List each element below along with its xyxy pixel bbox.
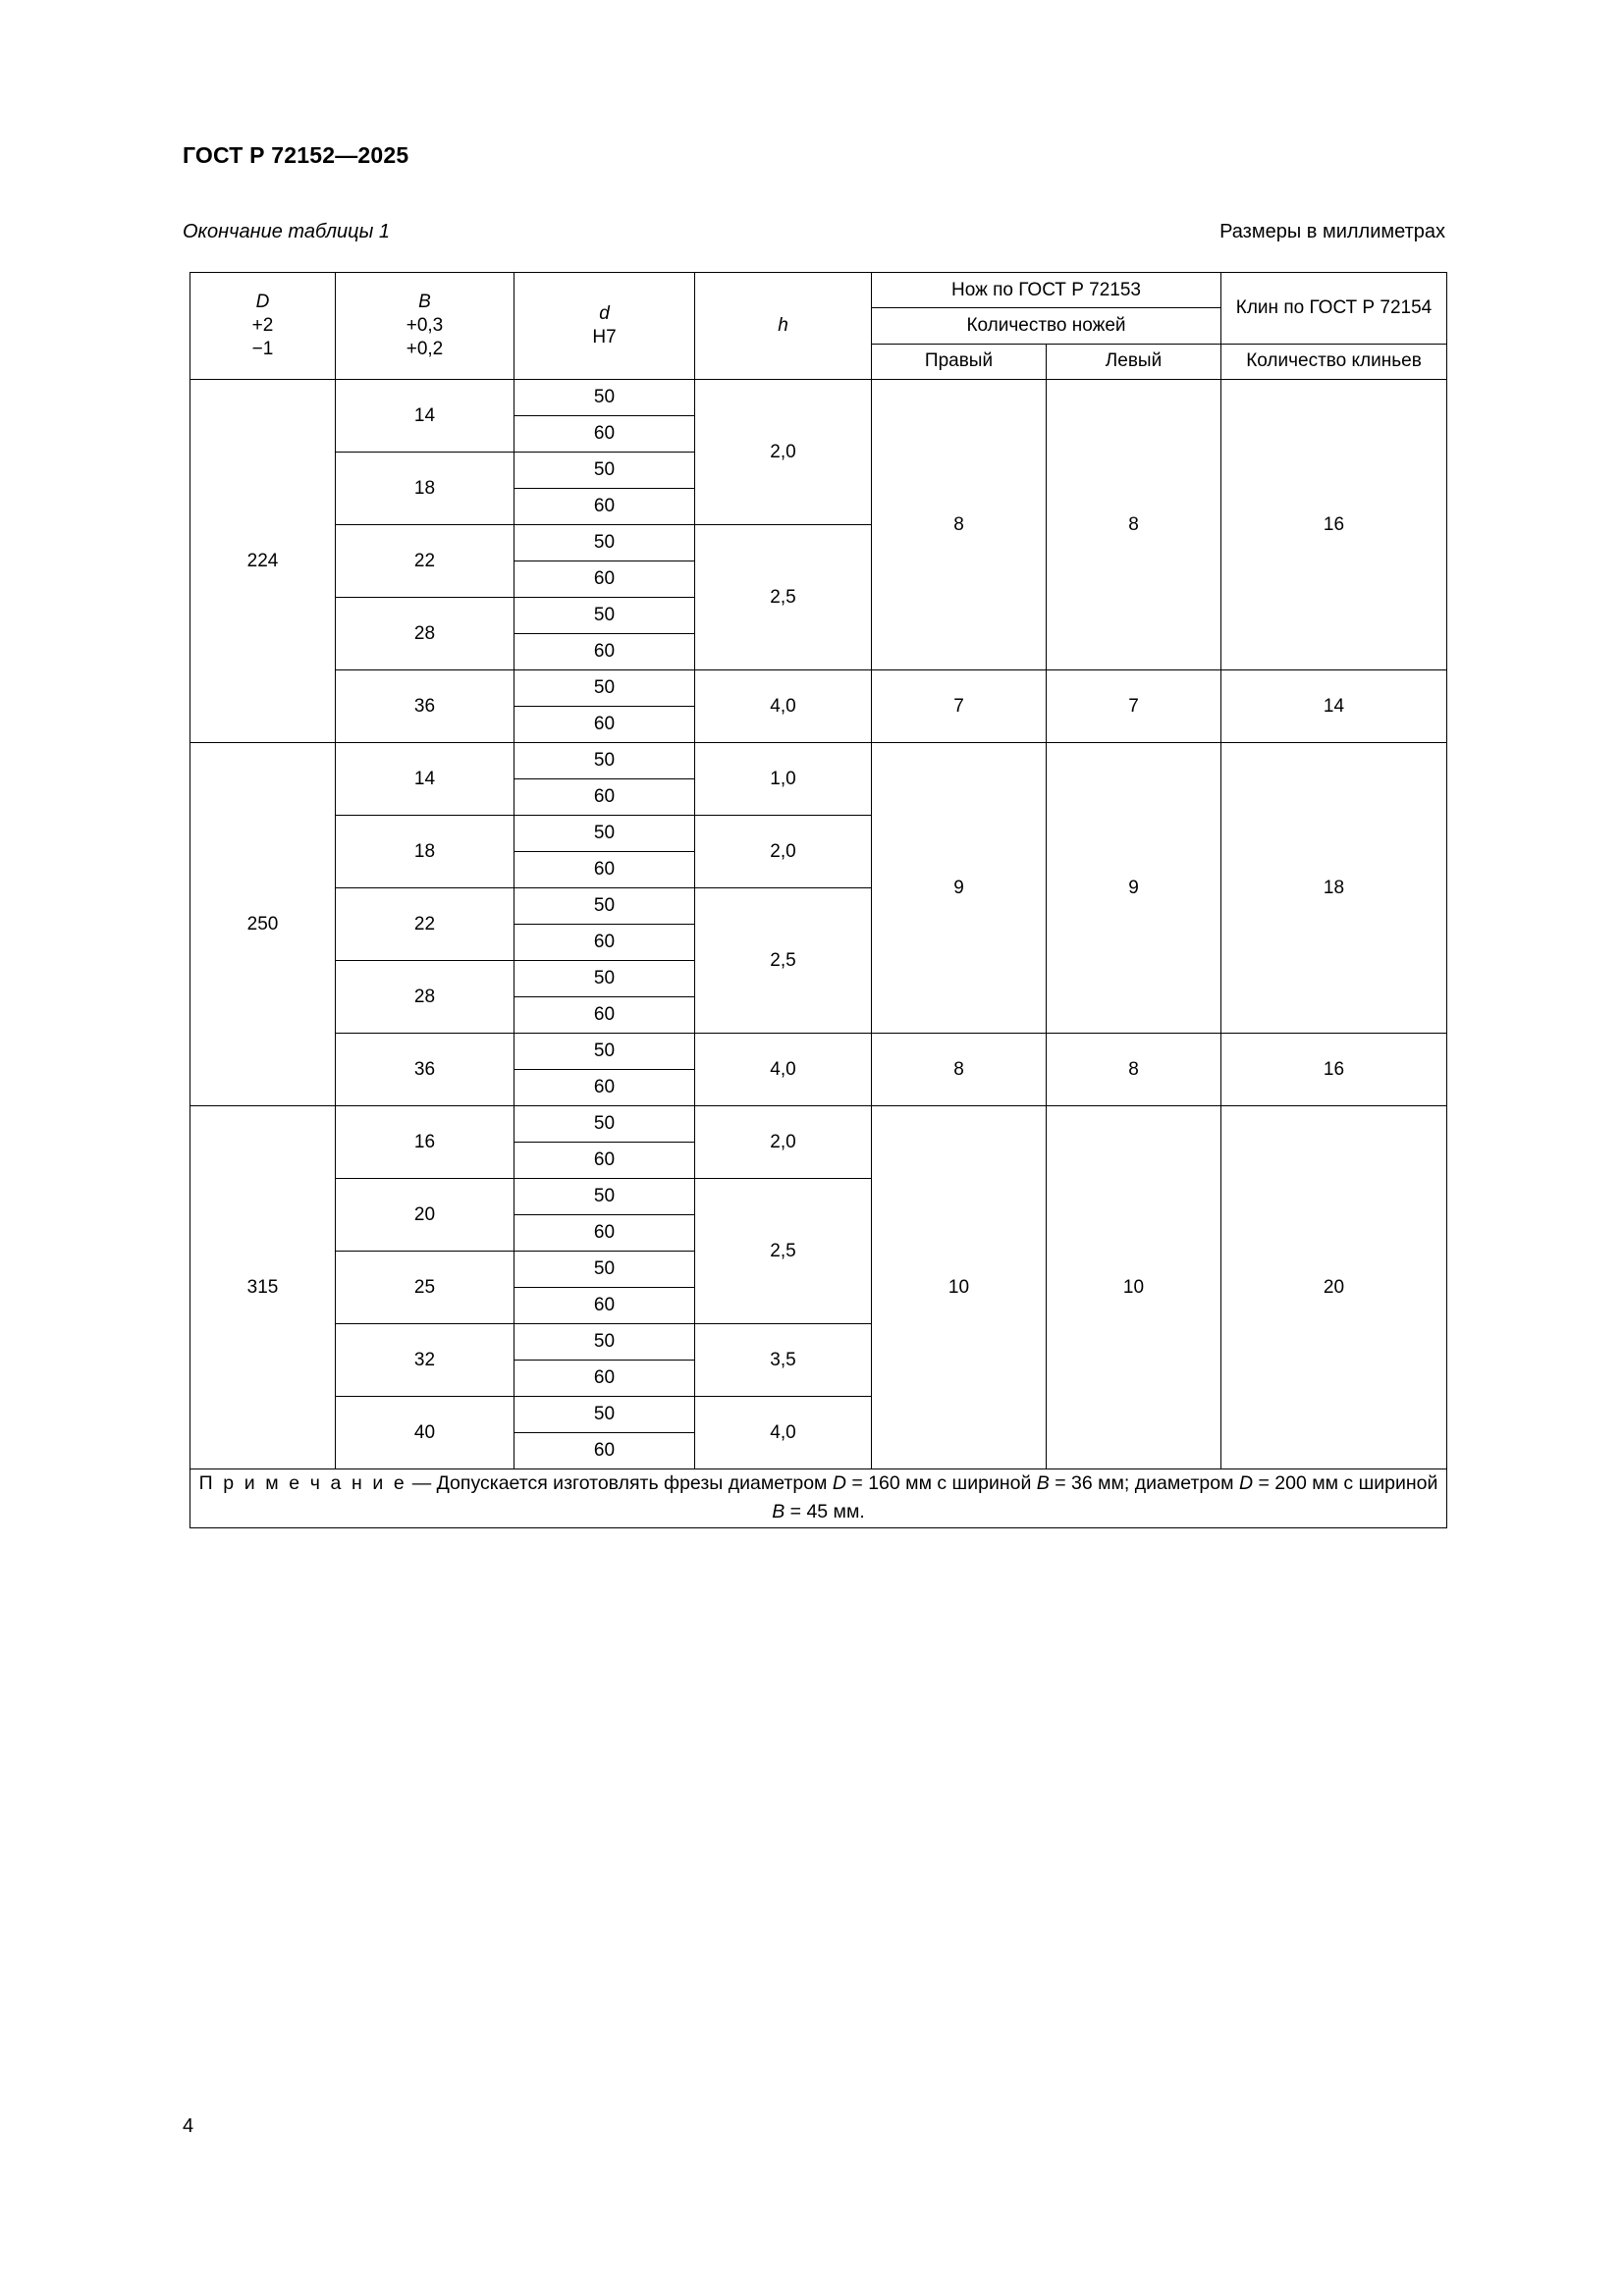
cell-knife-right: 9: [872, 743, 1047, 1034]
cell-knife-left: 8: [1047, 380, 1221, 670]
cell-d-bore: 60: [514, 707, 695, 743]
cell-d-bore: 60: [514, 634, 695, 670]
header-wedge-group: Клин по ГОСТ Р 72154: [1221, 273, 1447, 345]
cell-h: 4,0: [695, 670, 872, 743]
note-label: П р и м е ч а н и е: [198, 1472, 407, 1494]
cell-knife-right: 8: [872, 380, 1047, 670]
header-wedge-count: Количество клиньев: [1221, 344, 1447, 379]
table-row: [190, 670, 1447, 707]
cell-B: 16: [336, 1106, 514, 1179]
cell-knife-left: 7: [1047, 670, 1221, 743]
note-var-b1: B: [1036, 1472, 1050, 1494]
table-row: [190, 1106, 1447, 1143]
header-knife-right: Правый: [872, 344, 1047, 379]
cell-d-bore: 50: [514, 1324, 695, 1361]
header-d-bore: [514, 273, 695, 380]
cell-d-bore: 60: [514, 997, 695, 1034]
cell-d-bore: 60: [514, 1288, 695, 1324]
cell-h: 2,5: [695, 1179, 872, 1324]
cell-h: 2,0: [695, 1106, 872, 1179]
cell-d-bore: 50: [514, 816, 695, 852]
cell-d-bore: 50: [514, 525, 695, 561]
cell-B: 18: [336, 453, 514, 525]
cell-h: 2,5: [695, 525, 872, 670]
cell-d-bore: 60: [514, 1070, 695, 1106]
units-label: Размеры в миллиметрах: [1219, 221, 1445, 242]
cell-D: 250: [190, 743, 336, 1106]
cell-wedge-count: 14: [1221, 670, 1447, 743]
cell-B: 32: [336, 1324, 514, 1397]
cell-D: 224: [190, 380, 336, 743]
header-B-tol-1: +0,3: [406, 315, 444, 337]
cell-d-bore: 50: [514, 1252, 695, 1288]
cell-d-bore: 60: [514, 1143, 695, 1179]
note-var-b2: B: [772, 1501, 785, 1523]
cell-d-bore: 50: [514, 743, 695, 779]
cell-B: 40: [336, 1397, 514, 1469]
note-text-2: = 160 мм с шириной: [845, 1472, 1037, 1494]
cell-h: 4,0: [695, 1397, 872, 1469]
cell-B: 25: [336, 1252, 514, 1324]
cell-knife-left: 10: [1047, 1106, 1221, 1469]
cell-B: 28: [336, 598, 514, 670]
cell-wedge-count: 20: [1221, 1106, 1447, 1469]
cell-d-bore: 50: [514, 380, 695, 416]
cell-d-bore: 50: [514, 1034, 695, 1070]
cell-knife-right: 10: [872, 1106, 1047, 1469]
cell-wedge-count: 18: [1221, 743, 1447, 1034]
table-row: [190, 380, 1447, 416]
cell-B: 36: [336, 1034, 514, 1106]
cell-h: 3,5: [695, 1324, 872, 1397]
cell-d-bore: 50: [514, 598, 695, 634]
cell-knife-left: 9: [1047, 743, 1221, 1034]
cell-d-bore: 50: [514, 888, 695, 925]
header-B: [336, 273, 514, 380]
table-head: [190, 273, 1447, 380]
header-d-fit: H7: [592, 327, 617, 347]
cell-wedge-count: 16: [1221, 1034, 1447, 1106]
cell-B: 14: [336, 743, 514, 816]
table-row: [190, 1034, 1447, 1070]
cell-d-bore: 60: [514, 852, 695, 888]
cell-d-bore: 60: [514, 1361, 695, 1397]
cell-d-bore: 60: [514, 779, 695, 816]
cell-knife-right: 7: [872, 670, 1047, 743]
header-knife-count: Количество ножей: [872, 308, 1221, 344]
note-text-3: = 36 мм; диаметром: [1049, 1472, 1239, 1494]
cell-wedge-count: 16: [1221, 380, 1447, 670]
table-caption: Окончание таблицы 1: [183, 221, 391, 242]
cell-d-bore: 60: [514, 416, 695, 453]
cell-B: 22: [336, 525, 514, 598]
header-knife-left: Левый: [1047, 344, 1221, 379]
header-h: h: [695, 273, 872, 380]
cell-B: 20: [336, 1179, 514, 1252]
cell-d-bore: 50: [514, 1397, 695, 1433]
cell-d-bore: 50: [514, 453, 695, 489]
header-D-tol-plus: +2: [251, 315, 274, 337]
cell-B: 28: [336, 961, 514, 1034]
cell-d-bore: 60: [514, 561, 695, 598]
dimensions-table: [189, 272, 1447, 1528]
cell-d-bore: 50: [514, 1106, 695, 1143]
note-var-d2: D: [1238, 1472, 1254, 1494]
page-number: 4: [183, 2115, 194, 2137]
cell-d-bore: 50: [514, 670, 695, 707]
cell-d-bore: 60: [514, 1433, 695, 1469]
header-B-tol-2: +0,2: [406, 338, 444, 359]
cell-h: 1,0: [695, 743, 872, 816]
cell-h: 4,0: [695, 1034, 872, 1106]
cell-B: 36: [336, 670, 514, 743]
cell-D: 315: [190, 1106, 336, 1469]
header-D-tol-minus: −1: [251, 338, 274, 359]
note-text-5: = 45 мм.: [785, 1501, 865, 1523]
cell-d-bore: 60: [514, 489, 695, 525]
note-text-1: — Допускается изготовлять фрезы диаметром: [406, 1472, 833, 1494]
cell-knife-left: 8: [1047, 1034, 1221, 1106]
cell-h: 2,5: [695, 888, 872, 1034]
header-D: [190, 273, 336, 380]
cell-d-bore: 60: [514, 925, 695, 961]
cell-B: 18: [336, 816, 514, 888]
header-d-symbol: d: [599, 303, 610, 325]
header-B-symbol: B: [418, 292, 431, 313]
cell-h: 2,0: [695, 816, 872, 888]
cell-d-bore: 50: [514, 961, 695, 997]
table-row: [190, 743, 1447, 779]
table-caption-row: [183, 221, 1445, 246]
cell-B: 14: [336, 380, 514, 453]
cell-d-bore: 60: [514, 1215, 695, 1252]
table-body: [190, 380, 1447, 1469]
cell-B: 22: [336, 888, 514, 961]
cell-knife-right: 8: [872, 1034, 1047, 1106]
table-note: [190, 1469, 1447, 1528]
table-foot: [190, 1469, 1447, 1528]
header-knife-group: Нож по ГОСТ Р 72153: [872, 273, 1221, 308]
standard-title: ГОСТ Р 72152—2025: [183, 142, 409, 168]
note-var-d1: D: [832, 1472, 846, 1494]
header-D-symbol: D: [255, 292, 270, 313]
note-text-4: = 200 мм с шириной: [1253, 1472, 1438, 1494]
cell-h: 2,0: [695, 380, 872, 525]
cell-d-bore: 50: [514, 1179, 695, 1215]
